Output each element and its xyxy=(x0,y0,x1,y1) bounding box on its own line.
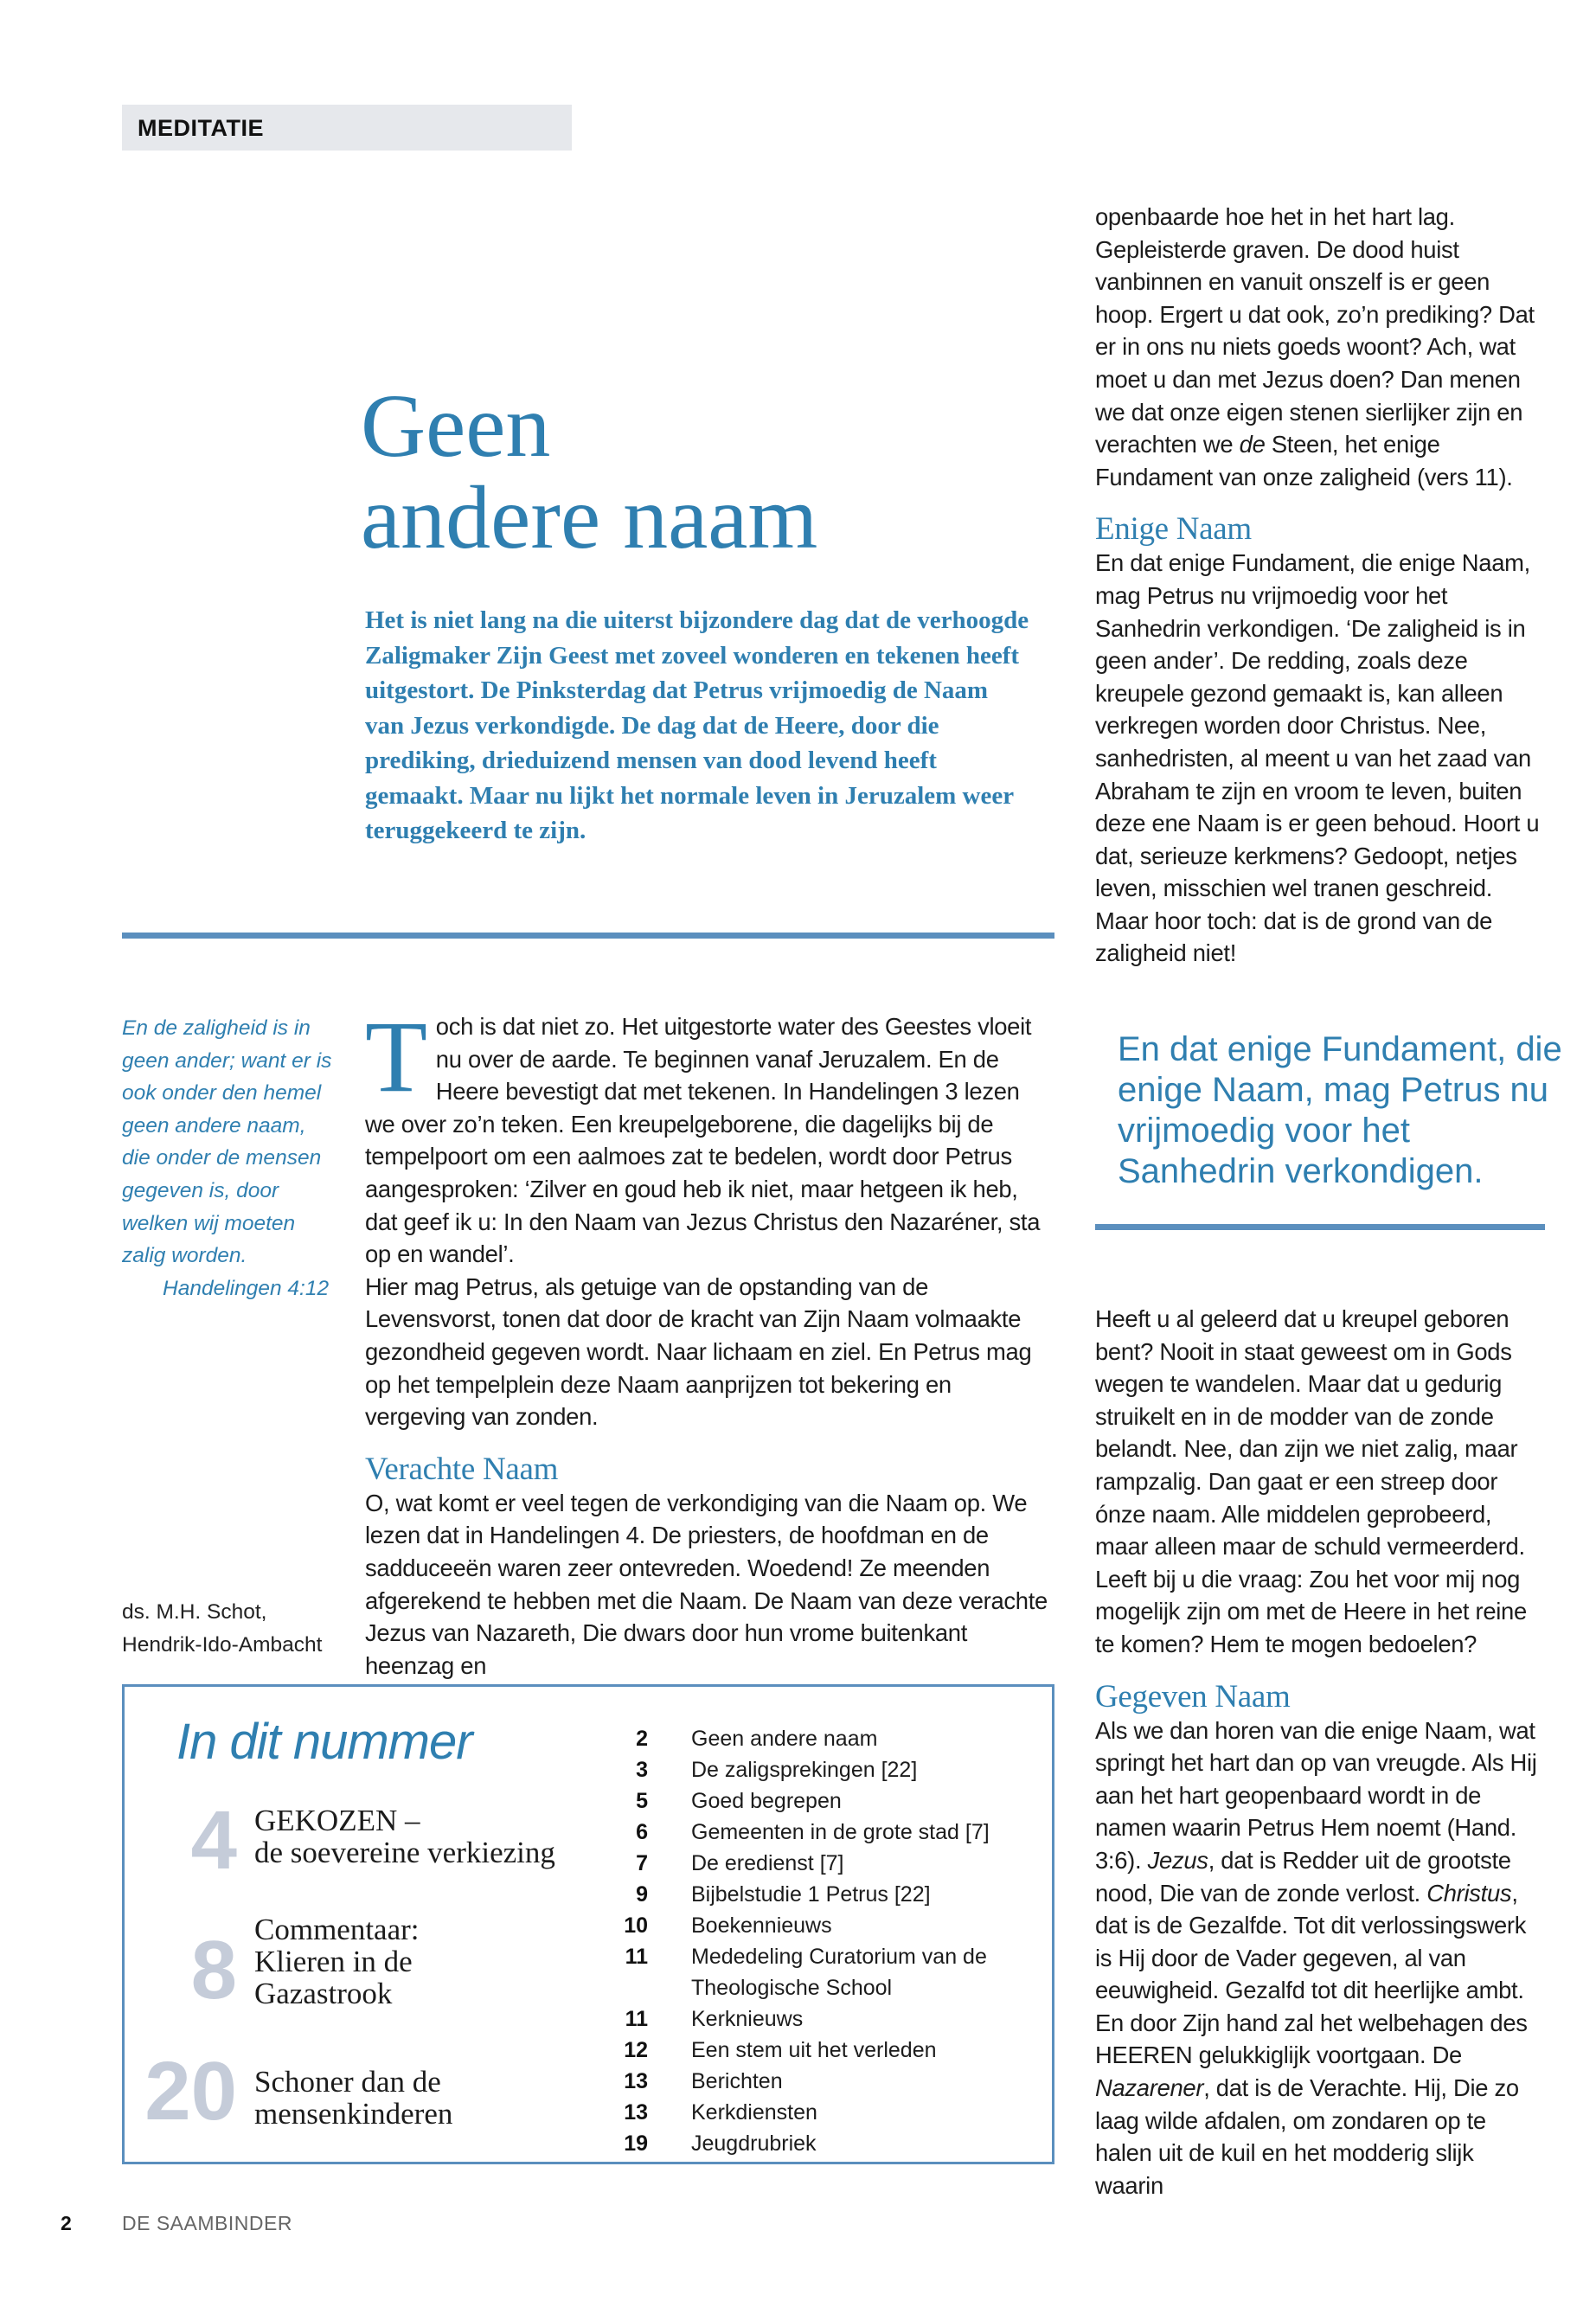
contents-list xyxy=(605,1723,1037,2159)
article-intro: Het is niet lang na die uiterst bijzondere dag dat de verhoogde Zaligmaker Zijn Geest met zoveel wonderen en tekenen heeft uitgestort. De Pinksterdag dat Petrus vrijmoedig de Naam van Jezus verkondigde. De dag dat de Heere, door die prediking, drieduizend mensen van dood levend heeft gemaakt. Maar nu lijkt het normale leven in Jeruzalem weer teruggekeerd te zijn. xyxy=(365,606,1029,844)
contents-item[interactable]: 5 Goed begrepen xyxy=(636,1789,842,1813)
author-byline xyxy=(122,1596,347,1661)
paragraph-3: O, wat komt er veel tegen de verkondiging van die Naam op. We lezen dat in Handelingen 4. De priesters, de hoofdman en de sadduceeën waren zeer ontevreden. Woedend! Ze meenden afgerekend te hebben met die Naam. De Naam van deze verachte Jezus van Nazareth, Die dwars door hun vrome buitenkant heenzag en xyxy=(365,1489,1048,1679)
intro-divider xyxy=(122,933,1054,939)
feature-title: GEKOZEN – de soevereine verkiezing xyxy=(254,1804,555,1869)
feature-page-number: 8 xyxy=(190,1924,237,2016)
section-label xyxy=(122,105,572,151)
subheading-gegeven-naam: Gegeven Naam xyxy=(1095,1678,1291,1715)
contents-box xyxy=(122,1684,1054,2164)
author-place: Hendrik-Ido-Ambacht xyxy=(122,1632,323,1657)
contents-title: In dit nummer xyxy=(176,1714,472,1770)
contents-item[interactable]: 3 De zaligsprekingen [22] xyxy=(636,1758,918,1782)
contents-item[interactable]: 10 Boekennieuws xyxy=(624,1913,832,1938)
page-number: 2 xyxy=(61,2212,72,2234)
feature-title: Commentaar: Klieren in de Gazastrook xyxy=(254,1913,420,2010)
contents-item[interactable]: 6 Gemeenten in de grote stad [7] xyxy=(636,1820,990,1844)
pull-quote: En dat enige Fundament, die enige Naam, mag Petrus nu vrijmoedig voor het Sanhedrin verkondigen. xyxy=(1118,1030,1562,1190)
title-line-1: Geen xyxy=(361,376,551,476)
title-line-2: andere naam xyxy=(361,468,818,567)
contents-item[interactable]: 7 De eredienst [7] xyxy=(636,1851,844,1875)
scripture-quote xyxy=(122,1012,338,1304)
paragraph-5: En dat enige Fundament, die enige Naam, mag Petrus nu vrijmoedig voor het Sanhedrin verkondigen. ‘De zaligheid is in geen ander’. De redding, zoals deze kreupele gezond gemaakt is, kan alleen verkregen worden door Christus. Nee, sanhedristen, al meent u van het zaad van Abraham te zijn en vroom te leven, buiten deze ene Naam is er geen behoud. Hoort u dat, serieuze kerkmens? Gedoopt, netjes leven, misschien wel tranen geschreid. Maar hoor toch: dat is de grond van de zaligheid niet! xyxy=(1095,549,1540,967)
paragraph-2: Hier mag Petrus, als getuige van de opstanding van de Levensvorst, tonen dat door de kracht van Zijn Naam volmaakte gezondheid gegeven wordt. Naar lichaam en ziel. En Petrus mag op het tempelplein deze Naam aanprijzen tot bekering en vergeving van zonden. xyxy=(365,1272,1032,1431)
paragraph-4: openbaarde hoe het in het hart lag. Gepleisterde graven. De dood huist vanbinnen en vanuit onszelf is er geen hoop. Ergert u dat ook, zo’n prediking? Dat er in ons nu niets goeds woont? Ach, wat moet u dan met Jezus doen? Dan menen we dat onze eigen stenen sierlijker zijn en verachten we de Steen, het enige Fundament van onze zaligheid (vers 11). xyxy=(1095,203,1535,490)
article-column-2 xyxy=(1095,201,1545,970)
paragraph-6: Heeft u al geleerd dat u kreupel geboren bent? Nooit in staat geweest om in Gods wegen te wandelen. Maar dat u gedurig struikelt en in de modder van de zonde belandt. Nee, dan zijn we niet zalig, maar rampzalig. Dan gaat er een streep door ónze naam. Alle middelen geprobeerd, maar alleen maar de schuld vermeerderd. Leeft bij u die vraag: Zou het voor mij nog mogelijk zijn om met de Heere in het reine te komen? Hem te mogen bedoelen? xyxy=(1095,1305,1527,1657)
contents-item[interactable]: 19 Jeugdrubriek xyxy=(624,2131,817,2156)
contents-item[interactable]: 9 Bijbelstudie 1 Petrus [22] xyxy=(636,1882,931,1907)
subheading-verachte-naam: Verachte Naam xyxy=(365,1451,559,1487)
contents-item[interactable]: 2 Geen andere naam xyxy=(636,1727,878,1751)
pull-quote-divider xyxy=(1095,1224,1545,1230)
feature-page-number: 20 xyxy=(144,2045,237,2138)
paragraph-1: och is dat niet zo. Het uitgestorte water des Geestes vloeit nu over de aarde. Te beginnen vanaf Jeruzalem. En de Heere bevestigt dat met tekenen. In Handelingen 3 lezen we over zo’n teken. Een kreupelgeborene, die dagelijks bij de tempelpoort om een aalmoes zat te bedelen, wordt door Petrus aangesproken: ‘Zilver en goud heb ik niet, maar hetgeen ik heb, dat geef ik u: In den Naam van Jezus Christus den Nazaréner, sta op en wandel’. xyxy=(365,1013,1041,1268)
section-label-text: MEDITATIE xyxy=(138,115,264,141)
subheading-enige-naam: Enige Naam xyxy=(1095,511,1252,548)
feature-page-number: 4 xyxy=(190,1794,237,1887)
contents-item[interactable]: 13 Berichten xyxy=(624,2069,783,2093)
drop-cap: T xyxy=(365,1000,427,1113)
publication-name: DE SAAMBINDER xyxy=(122,2212,292,2234)
article-column-3 xyxy=(1095,1303,1545,2202)
feature-title: Schoner dan de mensenkinderen xyxy=(254,2065,453,2131)
scripture-reference: Handelingen 4:12 xyxy=(163,1276,330,1300)
author-name: ds. M.H. Schot, xyxy=(122,1600,267,1624)
paragraph-7: Als we dan horen van die enige Naam, wat springt het hart dan op van vreugde. Als Hij aan het hart geopenbaard wordt in de namen waarin Petrus Hem noemt (Hand. 3:6). Jezus, dat is Redder uit de grootste nood, Die van de zonde verlost. Christus, dat is de Gezalfde. Tot dit verlossingswerk is Hij door de Vader gegeven, al van eeuwigheid. Gezalfd tot dit heerlijke ambt. En door Zijn hand zal het welbehagen des HEEREN gelukkiglijk voortgaan. De Nazarener, dat is de Verachte. Hij, Die zo laag wilde afdalen, om zondaren op te halen uit de kuil en het modderig slijk waarin xyxy=(1095,1716,1537,2199)
contents-item[interactable]: 11 Mededeling Curatorium van de Theologische School xyxy=(625,1945,987,2000)
scripture-quote-text: En de zaligheid is in geen ander; want er is ook onder den hemel geen andere naam, die onder de mensen gegeven is, door welken wij moeten zalig worden. xyxy=(122,1016,332,1268)
contents-item[interactable]: 13 Kerkdiensten xyxy=(624,2100,817,2125)
article-title xyxy=(361,376,932,567)
contents-item[interactable]: 12 Een stem uit het verleden xyxy=(624,2038,937,2062)
contents-item[interactable]: 11 Kerknieuws xyxy=(625,2007,804,2031)
article-column-1 xyxy=(365,1000,1055,1682)
